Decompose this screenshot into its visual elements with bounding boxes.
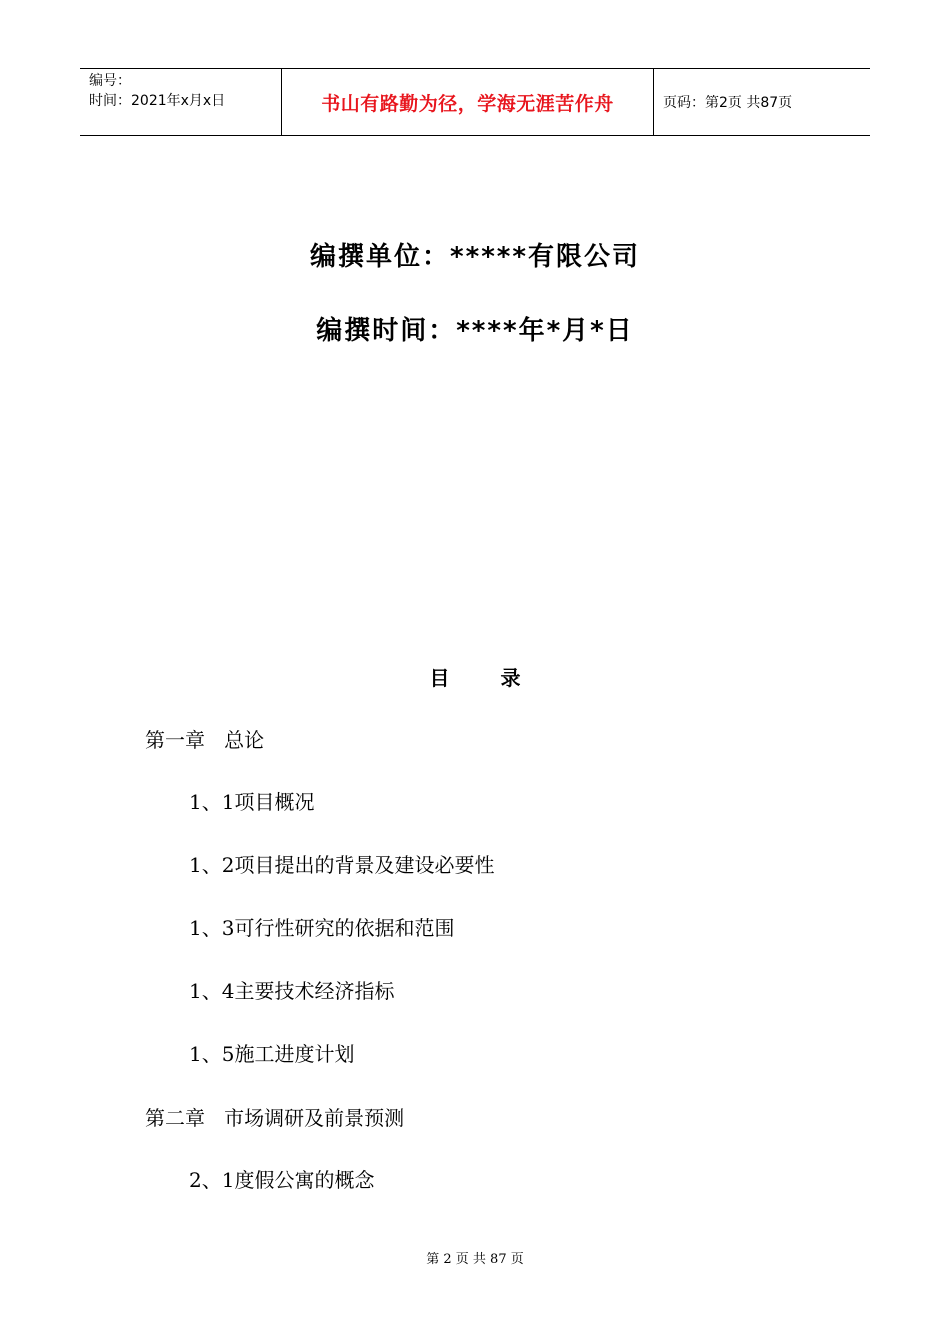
- toc-section-2-1: 2、1度假公寓的概念: [189, 1168, 375, 1192]
- toc-chapter-2: 第二章 市场调研及前景预测: [145, 1106, 405, 1130]
- compile-date-line: 编撰时间：****年*月*日: [316, 316, 634, 346]
- time-label: 时间：2021年x月x日: [89, 93, 226, 109]
- page-header: [80, 68, 870, 136]
- toc-title: 目 录: [429, 666, 543, 690]
- header-page-info: 页码：第2页 共87页: [663, 95, 793, 111]
- number-label: 编号：: [89, 73, 131, 89]
- toc-section-1-4: 1、4主要技术经济指标: [189, 979, 395, 1003]
- toc-section-1-5: 1、5施工进度计划: [189, 1042, 355, 1066]
- header-motto: 书山有路勤为径，学海无涯苦作舟: [281, 69, 654, 135]
- toc-section-1-3: 1、3可行性研究的依据和范围: [189, 916, 455, 940]
- toc-section-1-1: 1、1项目概况: [189, 790, 315, 814]
- toc-section-1-2: 1、2项目提出的背景及建设必要性: [189, 853, 495, 877]
- page-footer: 第 2 页 共 87 页: [426, 1252, 524, 1267]
- header-meta: [80, 69, 281, 135]
- compile-unit-line: 编撰单位：*****有限公司: [310, 242, 640, 272]
- toc-chapter-1: 第一章 总论: [145, 728, 265, 752]
